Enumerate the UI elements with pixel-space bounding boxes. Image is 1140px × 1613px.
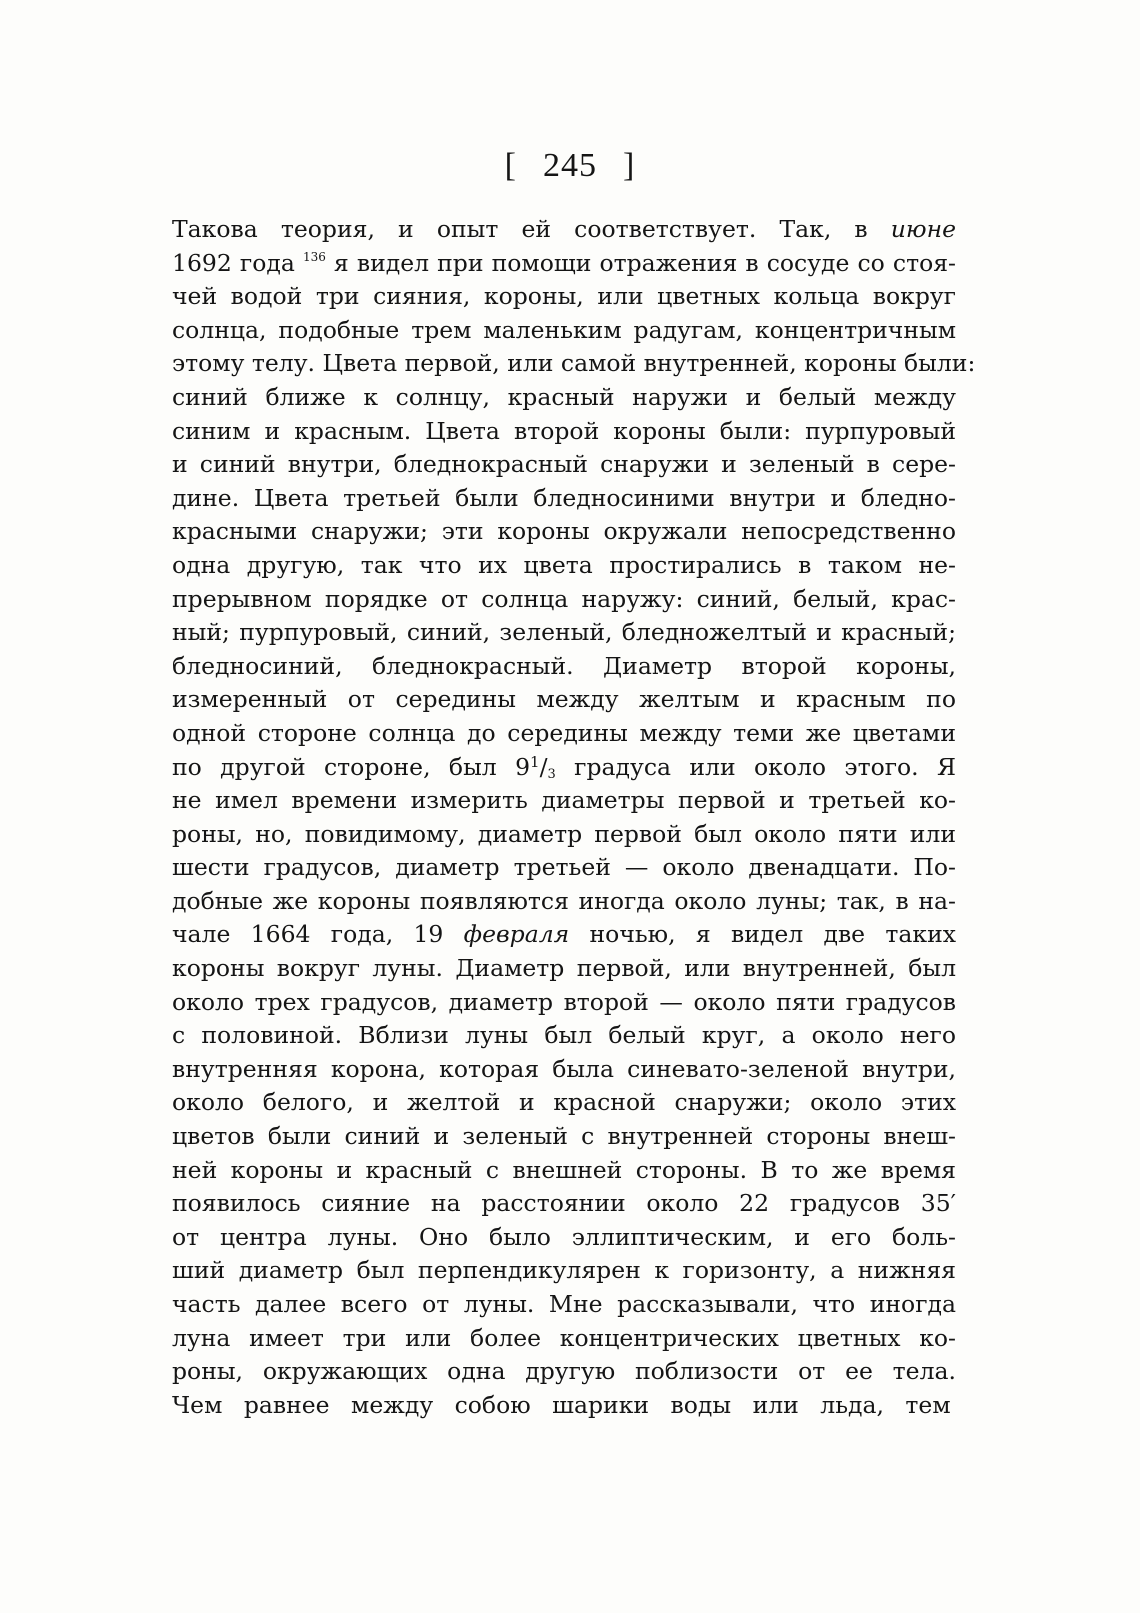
text-run-i: февраля [463,920,570,949]
text-run-a: чей водой три сияния, короны, или цветных кольца вокруг [172,282,956,311]
page-number [0,143,1140,189]
text-line [172,1322,956,1356]
text-run-a: луна имеет три или более концентрических цветных ко- [172,1323,956,1352]
text-run-a: роны, окружающих одна другую поблизости от ее тела. [172,1357,956,1386]
text-run-a: одной стороне солнца до середины между теми же цветами [172,718,956,747]
text-run-a: Чем равнее между собою шарики воды или льда, тем [172,1390,951,1419]
text-run-a: солнца, подобные трем маленьким радугам, концентричным [172,315,956,344]
text-run-b: градуса или около этого. Я [555,752,956,781]
text-line [172,280,956,314]
text-run-a: ный; пурпуровый, синий, зеленый, бледножелтый и красный; [172,618,956,647]
page-number-bracket-left: [ [504,147,517,184]
text-run-sup: 136 [302,249,326,264]
text-run-a: прерывном порядке от солнца наружу: синий, белый, крас- [172,584,956,613]
text-line [172,1355,956,1389]
text-line [172,549,956,583]
fraction-denominator: 3 [547,766,556,782]
text-line [172,784,956,818]
text-run-a: от центра луны. Оно было эллиптическим, и его боль- [172,1222,956,1251]
text-line [172,515,956,549]
text-line [172,1086,956,1120]
text-line [172,616,956,650]
text-run-i: июне [890,215,956,243]
text-line [172,1120,956,1154]
text-line [172,1288,956,1322]
text-line [172,247,956,281]
text-line [172,1019,956,1053]
text-line [172,1154,956,1188]
text-line [172,347,976,381]
text-line [172,381,956,415]
text-line [172,213,956,247]
text-run-a: и синий внутри, бледнокрасный снаружи и зеленый в сере- [172,450,956,479]
text-run-a: часть далее всего от луны. Мне рассказывали, что иногда [172,1290,956,1318]
text-line [172,1187,956,1221]
text-line [172,1254,956,1288]
text-line [172,482,956,516]
text-run-a: цветов были синий и зеленый с внутренней стороны внеш- [172,1122,956,1151]
text-run-a: бледносиний, бледнокрасный. Диаметр второй короны, [172,651,956,680]
text-line [172,885,956,919]
text-run-a: появилось сияние на расстоянии около 22 градусов 35′ [172,1189,956,1218]
text-run-a: 1692 года [172,248,303,277]
text-run-a: чале 1664 года, 19 [172,920,464,949]
text-line [172,683,956,717]
text-line [172,986,956,1020]
text-line [172,583,956,617]
text-run-a: этому телу. Цвета первой, или самой внутренней, короны были: [172,349,976,378]
text-run-a: Такова теория, и опыт ей соответствует. Так, в [172,215,891,243]
text-line [172,1053,956,1087]
text-run-a: роны, но, повидимому, диаметр первой был около пяти или [172,819,956,848]
text-run-a: синим и красным. Цвета второй короны были: пурпуровый [172,416,956,445]
text-run-a: красными снаружи; эти короны окружали непосредственно [172,517,956,546]
text-run-a: внутренняя корона, которая была синевато-зеленой внутри, [172,1054,956,1083]
text-line [172,415,956,449]
text-line [172,314,956,348]
text-line [172,1221,956,1255]
text-run-a: около трех градусов, диаметр второй — около пяти градусов [172,987,956,1016]
text-run-a: по другой стороне, был 9 [172,752,531,781]
text-line [172,918,956,952]
fraction-slash: / [539,752,548,781]
fraction-numerator: 1 [530,752,540,771]
text-line [172,717,956,751]
text-line [172,952,956,986]
text-run-a: одна другую, так что их цвета простирались в таком не- [172,550,956,579]
text-run-a: короны вокруг луны. Диаметр первой, или внутренней, был [172,954,956,983]
text-run-a: с половиной. Вблизи луны был белый круг, а около него [172,1021,956,1050]
text-run-a: синий ближе к солнцу, красный наружи и белый между [172,382,956,411]
text-line [172,448,956,482]
text-line [172,650,956,684]
text-run-a: шести градусов, диаметр третьей — около двенадцати. По- [172,853,956,882]
text-run-a: ней короны и красный с внешней стороны. В то же время [172,1155,956,1184]
text-run-a: не имел времени измерить диаметры первой и третьей ко- [172,786,956,815]
text-run-a: ший диаметр был перпендикулярен к горизонту, а нижняя [172,1256,956,1285]
text-line [172,851,956,885]
text-run-a: добные же короны появляются иногда около луны; так, в на- [172,886,956,915]
text-line [172,751,956,785]
page-number-value: 245 [543,147,597,184]
text-run-a: измеренный от середины между желтым и красным по [172,685,956,714]
text-run-a: дине. Цвета третьей были бледносиними внутри и бледно- [172,483,956,512]
text-line [172,1389,956,1423]
text-run-a: около белого, и желтой и красной снаружи; около этих [172,1088,956,1117]
text-run-b: ночью, я видел две таких [569,920,956,949]
text-run-b: я видел при помощи отражения в сосуде со стоя- [325,248,956,277]
page-number-bracket-right: ] [623,147,636,184]
text-line [172,818,956,852]
body-text [172,213,976,1422]
